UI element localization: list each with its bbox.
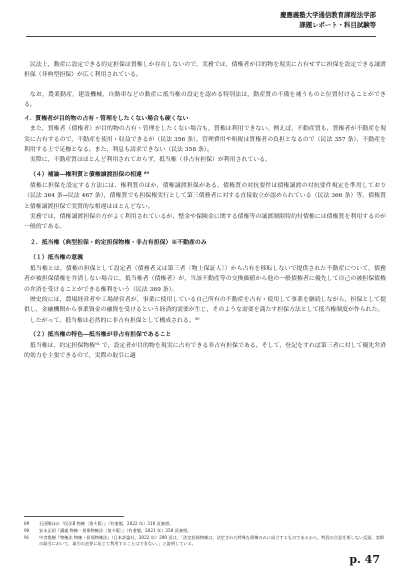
footnote-text: 石田剛ほか『民法Ⅱ 物権〔第４版〕』（有斐閣，2022 年）316 頁参照。 xyxy=(39,521,174,526)
paragraph-claim-pledge: 債権に担保を設定する方法には，権利質のほか，債権譲渡担保がある。債権質の対抗要件は債権譲渡の対抗要件規定を準用しており（民法 364 条→民法 467 条），債権質でも担保権実行として第三債務者に対する直接取立が認められている（民法 366 条）等，債権質と債権譲渡担保で実質的な相違はほとんどない。 xyxy=(24,182,386,210)
paragraph-pledge-limit: 民法上，動産に設定できる約定担保は質権しか存在しないので，実務では，債権者が目的物を現実に占有せずに担保を設定できる譲渡担保（非典型担保）が広く利用されている。 xyxy=(24,62,386,79)
footnote-number: 90 xyxy=(24,528,30,533)
header-university: 慶應義塾大学通信教育課程法学部 xyxy=(280,11,376,19)
footnote-number: 89 xyxy=(24,521,30,526)
footnotes xyxy=(24,516,386,548)
paragraph-history: 歴史的には，農場経営者や工場経営者が，事業に使用している自己所有の不動産を占有・使用して事業を継続しながら，担保として提供し，金融機関から事業資金の融資を受けるという経済的需要が生じ，そのような需要を満たす担保方法として抵当権制度が作られた。 xyxy=(24,296,386,314)
subheading-i: イ．質権者が目的物の占有・管理をしたくない場合も硬くない xyxy=(24,115,189,123)
footnote-item xyxy=(24,528,386,534)
page-header xyxy=(280,10,376,30)
paragraph-practice: 実務では，債権譲渡担保の方がよく利用されているが，整金や保険金に関する債権等の譲渡制限特約付債権には債権質を利用するのが一般的である。 xyxy=(24,213,386,231)
paragraph-features: 抵当権は，約定担保物権⁹¹ で，設定者が目的物を現実に占有できる非占有担保である。そして，登記をすれば第三者に対して優先弁済的効力を主張できるので，実際の取引に適 xyxy=(24,343,386,360)
heading-4-supplement: （４）補論―権利質と債権譲渡担保の相違 ⁸⁹ xyxy=(30,170,150,178)
heading-2-2-features: （２）抵当権の特色―抵当権が非占有担保であること xyxy=(30,330,172,338)
header-rule xyxy=(26,36,376,37)
footnote-text: 安永正昭『講義 物権・担保物権法〔第４版〕』（有斐閣，2021 年）258 頁参照。 xyxy=(39,528,192,533)
page-number: p. 47 xyxy=(349,553,380,566)
paragraph-real-property-pledge: また，質権者（債権者）が目的物の占有・管理をしたくない場合も，質権は利用できない。例えば，不動産質も，質権者が不動産を現実に占有するので，不動産を使用・収益できるが（民法 356 条），管理費用や租税は質権者の負担となるので（民法 357 条），不動産を利用する上で足枷となる。また，利息も請求できない（民法 358 条）。 xyxy=(24,126,386,154)
header-category: 課題レポート・科目試験等 xyxy=(299,21,376,29)
paragraph-special-laws: なお，農業動産，建設機械，自動車などの動産に抵当権の設定を認める特別法は，動産質の不備を補うものと位置付けることができる。 xyxy=(24,91,386,108)
heading-2-1-meaning: （１）抵当権の意義 xyxy=(30,253,84,261)
paragraph-mortgage-used: 実際に，不動産質はほとんど利用されておらず，抵当権（非占有担保）が利用されている。 xyxy=(29,157,271,164)
heading-2-mortgage: ２．抵当権（典型担保・約定担保物権・非占有担保）※不動産のみ xyxy=(30,239,207,247)
footnote-text: 中舎寛樹『物権法 物権・担保物権法』（日本評論社，2022 年）290 頁は，「法定担保物権は，法定された特殊な債権のみに成立するものであるから，特段の合意を要しない反面，実際の取引において，取引の必要に応じて利用することはできない。」と説明している。 xyxy=(39,535,385,546)
footnote-rule xyxy=(24,516,124,517)
footnote-item xyxy=(24,521,386,527)
paragraph-mortgage-definition: 抵当権とは，債権の担保として設定者（債務者又は第三者〔物上保証人〕）から占有を移転しないで提供された不動産について，債務者が被担保債権を弁済しない場合に，抵当権者（債権者）が，当該不動産等の交換価値から他の一般債権者に優先して自己の被担保債権の弁済を受けることができる権利をいう（民法 369 条）。 xyxy=(24,266,386,293)
footnote-number: 91 xyxy=(24,535,30,540)
main-text xyxy=(24,60,386,362)
paragraph-gap xyxy=(24,81,386,90)
footnote-item xyxy=(24,535,386,547)
paragraph-therefore: したがって，抵当権は必然的に非占有担保として構成される。⁹⁰ xyxy=(29,317,200,324)
